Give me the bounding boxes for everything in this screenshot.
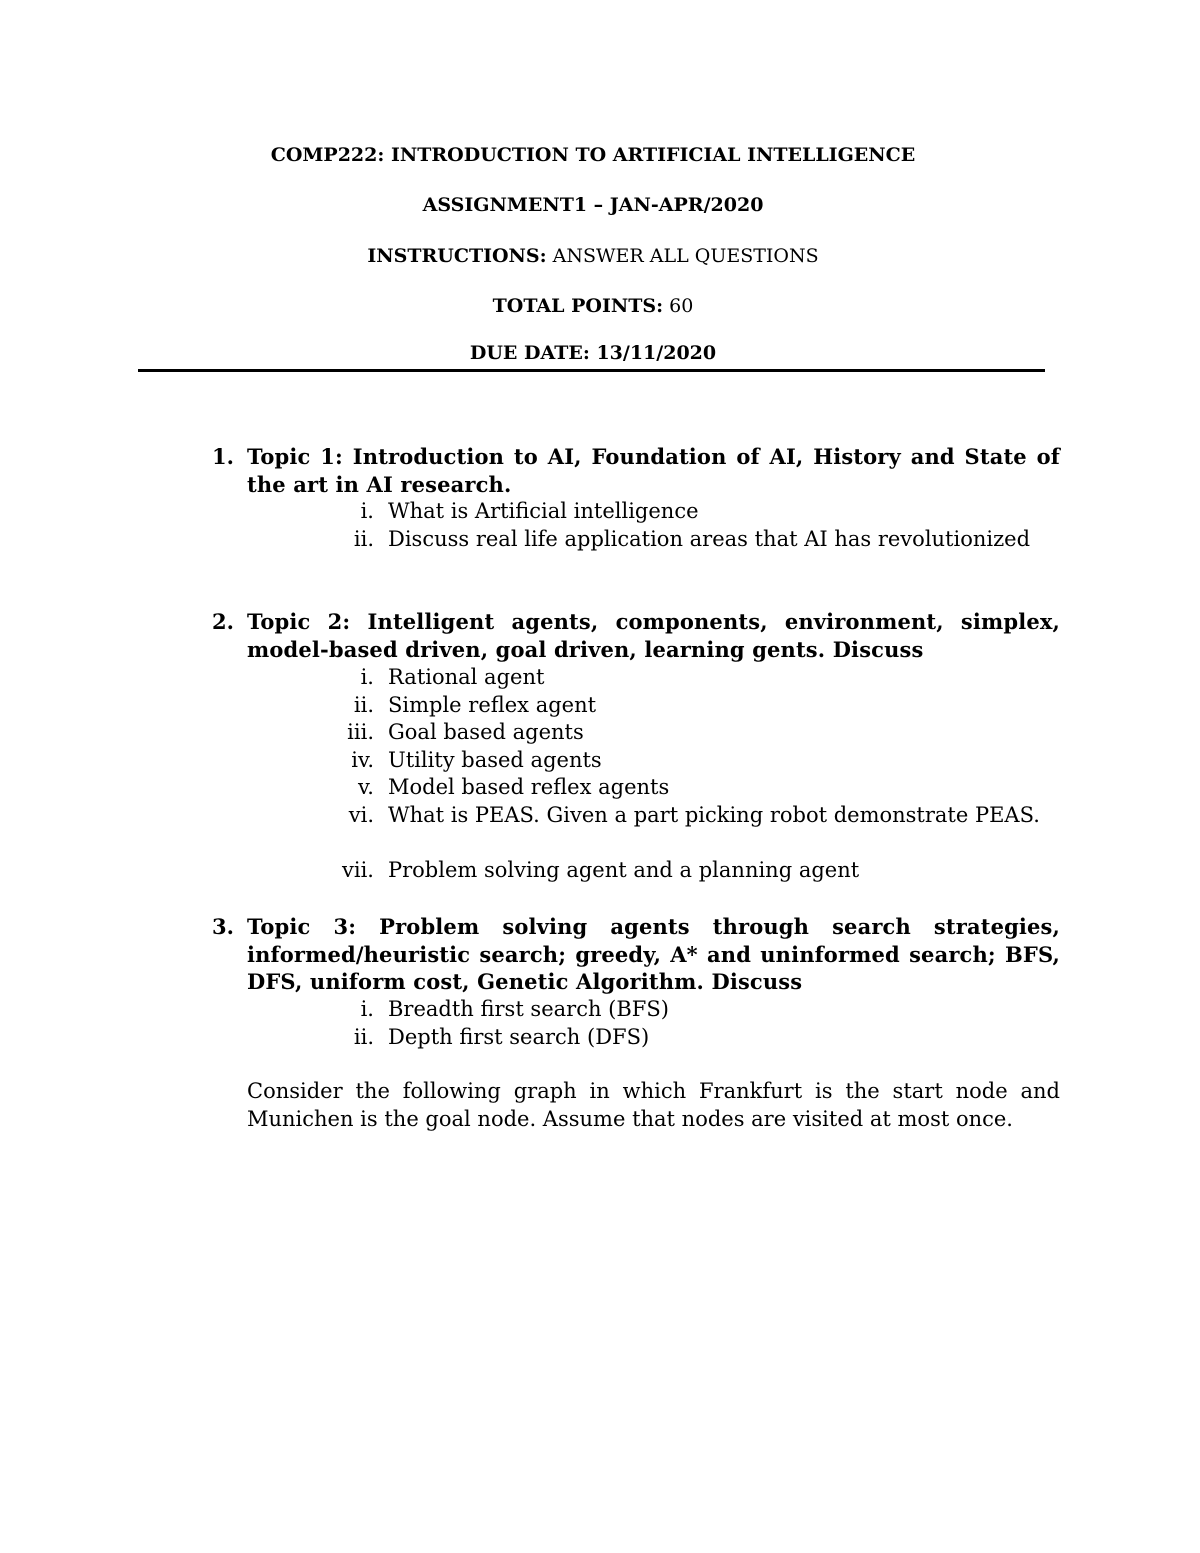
total-points-value: 60: [663, 295, 694, 317]
header-divider: [138, 369, 1045, 372]
instructions-line: [0, 244, 1186, 268]
item-text: Discuss real life application areas that AI has revolutionized: [388, 527, 1031, 551]
instructions-value: ANSWER ALL QUESTIONS: [546, 245, 819, 267]
item-text: What is PEAS. Given a part picking robot demonstrate PEAS.: [388, 802, 1040, 827]
item-number: i.: [360, 665, 374, 689]
item-number: ii.: [353, 1024, 374, 1049]
item-number: iv.: [351, 747, 374, 772]
total-points-label: TOTAL POINTS:: [492, 295, 664, 317]
item-text: Rational agent: [388, 665, 545, 689]
item-text: Utility based agents: [388, 747, 602, 772]
item-number: i.: [360, 499, 374, 523]
item-number: ii.: [353, 692, 374, 717]
topic-number: 2.: [212, 609, 234, 634]
course-title-text: COMP222: INTRODUCTION TO ARTIFICIAL INTELLIGENCE: [270, 144, 916, 166]
topic-number: 3.: [212, 914, 234, 939]
total-points-line: [0, 294, 1186, 318]
item-number: vii.: [342, 857, 374, 882]
item-number: i.: [360, 997, 374, 1021]
item-text: Simple reflex agent: [388, 692, 597, 717]
item-number: v.: [357, 775, 374, 799]
item-text: Breadth first search (BFS): [388, 997, 669, 1021]
item-number: iii.: [347, 720, 374, 744]
item-text: Problem solving agent and a planning agent: [388, 857, 860, 882]
course-title: [0, 143, 1186, 167]
item-number: ii.: [353, 527, 374, 551]
instructions-label: INSTRUCTIONS:: [367, 245, 547, 267]
assignment-title: [0, 193, 1186, 217]
due-date-line: [0, 341, 1186, 365]
topic-title: Topic 2: Intelligent agents, components, environment, simplex, model-based driven, goal driven, learning gents. Discuss: [247, 609, 1060, 662]
topic-title: Topic 1: Introduction to AI, Foundation of AI, History and State of the art in AI research.: [247, 444, 1060, 497]
item-text: Depth first search (DFS): [388, 1024, 650, 1049]
due-date-text: DUE DATE: 13/11/2020: [469, 342, 717, 364]
item-text: Goal based agents: [388, 720, 584, 744]
topic-number: 1.: [212, 444, 234, 469]
closing-paragraph: Consider the following graph in which Frankfurt is the start node and Munichen is the goal node. Assume that nodes are visited at most once.: [247, 1079, 1060, 1131]
item-text: What is Artificial intelligence: [388, 499, 699, 523]
item-text: Model based reflex agents: [388, 775, 670, 799]
item-number: vi.: [348, 802, 374, 827]
assignment-title-text: ASSIGNMENT1 – JAN-APR/2020: [422, 194, 764, 216]
topic-title: Topic 3: Problem solving agents through search strategies, informed/heuristic search; greedy, A* and uninformed search; BFS, DFS, uniform cost, Genetic Algorithm. Discuss: [247, 914, 1060, 994]
